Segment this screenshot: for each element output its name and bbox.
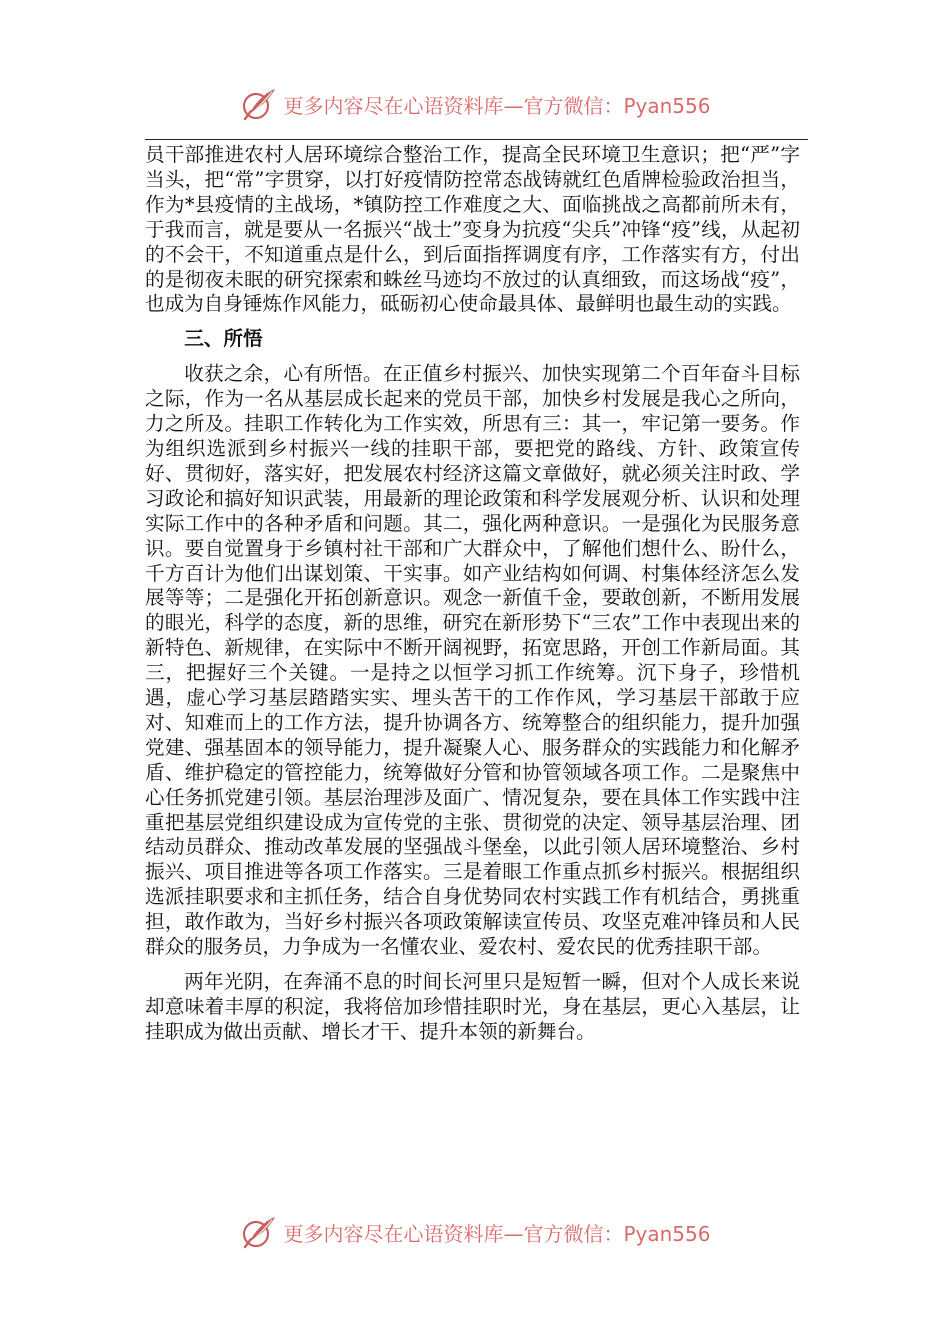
banner-text: 更多内容尽在心语资料库—官方微信：Pyan556 <box>283 93 711 118</box>
quill-logo-icon <box>239 87 277 121</box>
banner-text: 更多内容尽在心语资料库—官方微信：Pyan556 <box>283 1221 711 1246</box>
header-divider <box>145 139 808 140</box>
section-heading: 三、所悟 <box>184 327 263 351</box>
continuation-paragraph: 员干部推进农村人居环境综合整治工作，提高全民环境卫生意识；把“严”字当头，把“常”字贯穿，以打好疫情防控常态战铸就红色盾牌检验政治担当，作为*县疫情的主战场，*镇防控工作难度之大、面临挑战之高都前所未有，于我而言，就是要从一名振兴“战士”变身为抗疫“尖兵”冲锋“疫”线，从起初的不会干，不知道重点是什么，到后面指挥调度有序，工作落实有方，付出的是彻夜未眠的研究探索和蛛丝马迹均不放过的认真细致，而这场战“疫”，也成为自身锤炼作风能力，砥砺初心使命最具体、最鲜明也最生动的实践。 <box>145 143 800 316</box>
quill-logo-icon <box>239 1215 277 1249</box>
document-body <box>145 143 800 1045</box>
header-banner <box>0 84 950 124</box>
paragraph-closing: 两年光阴，在奔涌不息的时间长河里只是短暂一瞬，但对个人成长来说却意味着丰厚的积淀，我将倍加珍惜挂职时光，身在基层，更心入基层，让挂职成为做出贡献、增长才干、提升本领的新舞台。 <box>145 970 800 1043</box>
paragraph-insights: 收获之余，心有所悟。在正值乡村振兴、加快实现第二个百年奋斗目标之际，作为一名从基层成长起来的党员干部，加快乡村发展是我心之所向，力之所及。挂职工作转化为工作实效，所思有三：其一，牢记第一要务。作为组织选派到乡村振兴一线的挂职干部，要把党的路线、方针、政策宣传好、贯彻好，落实好，把发展农村经济这篇文章做好，就必须关注时政、学习政论和搞好知识武装，用最新的理论政策和科学发展观分析、认识和处理实际工作中的各种矛盾和问题。其二，强化两种意识。一是强化为民服务意识。要自觉置身于乡镇村社干部和广大群众中，了解他们想什么、盼什么，千方百计为他们出谋划策、干实事。如产业结构如何调、村集体经济怎么发展等等；二是强化开拓创新意识。观念一新值千金，要敢创新，不断用发展的眼光，科学的态度，新的思维，研究在新形势下“三农”工作中表现出来的新特色、新规律，在实际中不断开阔视野，拓宽思路，开创工作新局面。其三，把握好三个关键。一是持之以恒学习抓工作统筹。沉下身子，珍惜机遇，虚心学习基层踏踏实实、埋头苦干的工作作风，学习基层干部敢于应对、知难而上的工作方法，提升协调各方、统筹整合的组织能力，提升加强党建、强基固本的领导能力，提升凝聚人心、服务群众的实践能力和化解矛盾、维护稳定的管控能力，统筹做好分管和协管领域各项工作。二是聚焦中心任务抓党建引领。基层治理涉及面广、情况复杂，要在具体工作实践中注重把基层党组织建设成为宣传党的主张、贯彻党的决定、领导基层治理、团结动员群众、推动改革发展的坚强战斗堡垒，以此引领人居环境整治、乡村振兴、项目推进等各项工作落实。三是着眼工作重点抓乡村振兴。根据组织选派挂职要求和主抓任务，结合自身优势同农村实践工作有机结合，勇挑重担，敢作敢为，当好乡村振兴各项政策解读宣传员、攻坚克难冲锋员和人民群众的服务员，力争成为一名懂农业、爱农村、爱农民的优秀挂职干部。 <box>145 362 800 959</box>
footer-banner <box>0 1212 950 1252</box>
